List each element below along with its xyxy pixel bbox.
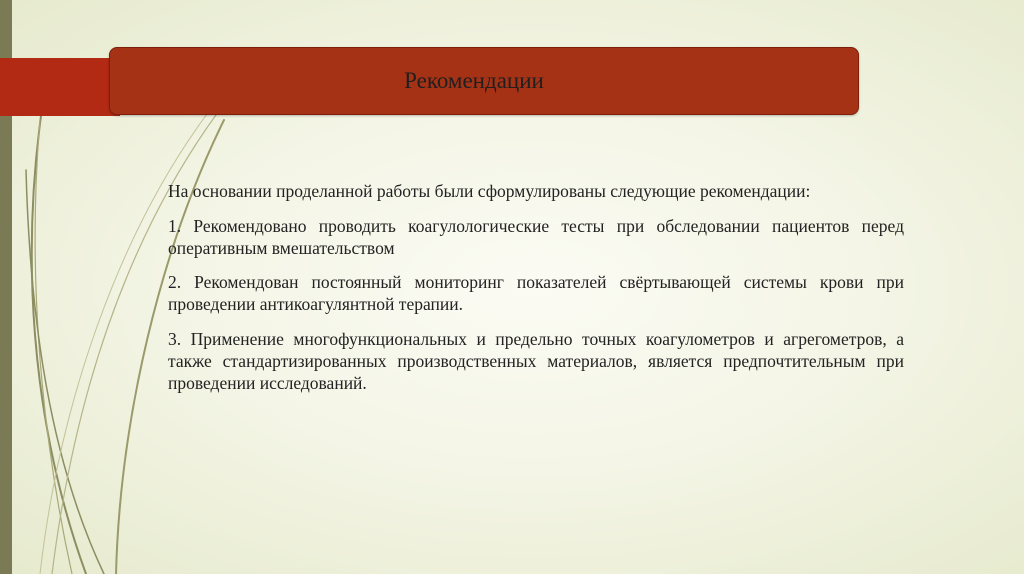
title-banner [109, 47, 859, 115]
intro-paragraph: На основании проделанной работы были сформулированы следующие рекомендации: [168, 181, 811, 201]
slide-title: Рекомендации [404, 68, 544, 93]
left-accent-bar [0, 58, 120, 116]
content-body [168, 180, 904, 406]
recommendation-3: 3. Применение многофункциональных и предельно точных коагулометров и агрегометров, а также стандартизированных производственных материалов, является предпочтительным при проведении исследований. [168, 328, 904, 393]
recommendation-2: 2. Рекомендован постоянный мониторинг показателей свёртывающей системы крови при проведении антикоагулянтной терапии. [168, 272, 904, 314]
recommendation-1: 1. Рекомендовано проводить коагулологические тесты при обследовании пациентов перед оперативным вмешательством [168, 215, 904, 258]
